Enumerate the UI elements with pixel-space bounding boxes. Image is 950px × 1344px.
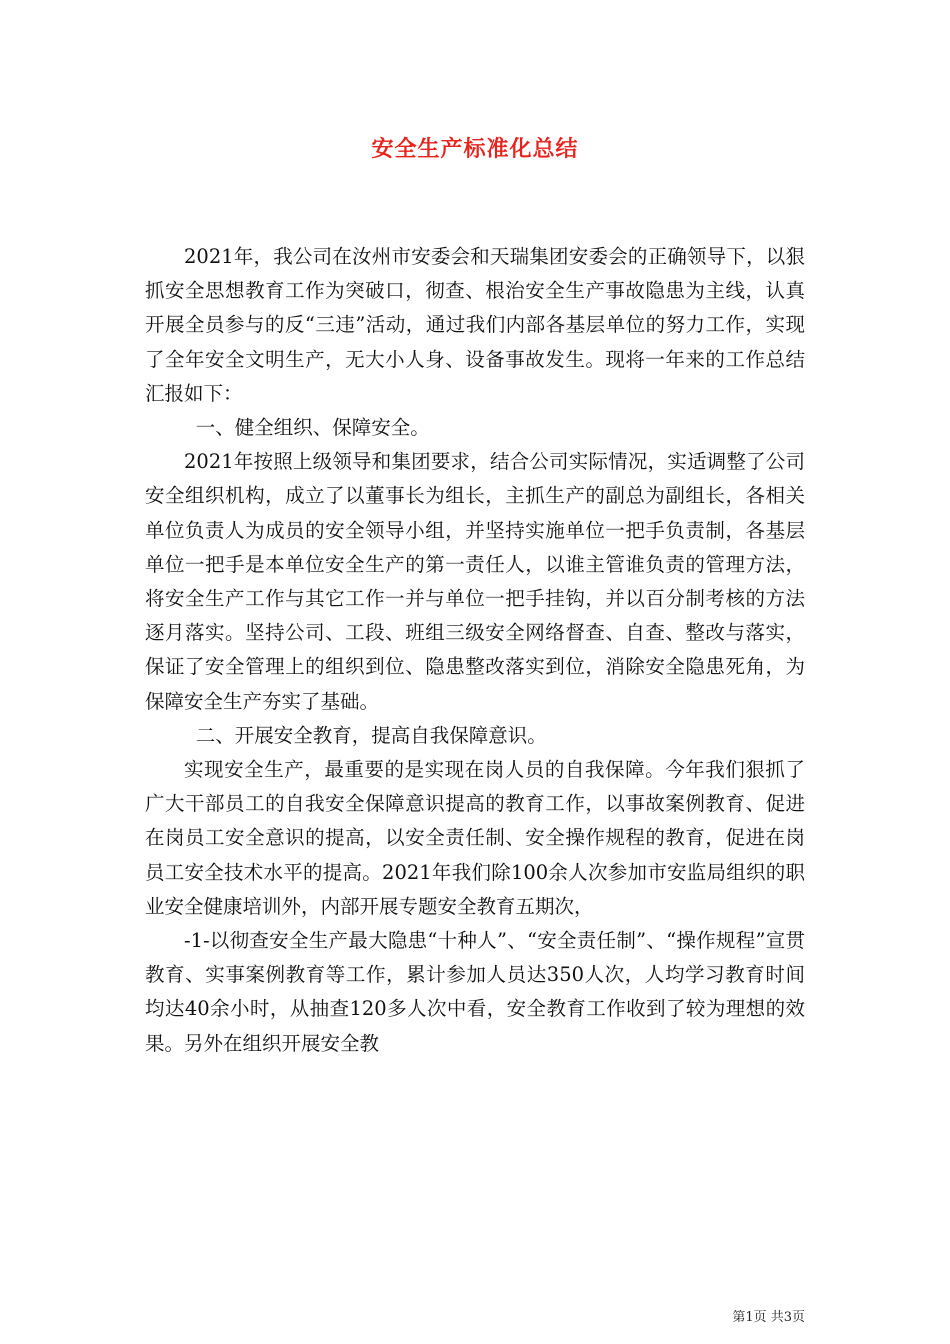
paragraph-intro: 2021年，我公司在汝州市安委会和天瑞集团安委会的正确领导下，以狠抓安全思想教育工作为突破口，彻查、根治安全生产事故隐患为主线，认真开展全员参与的反“三违”活动，通过我们内部各基层单位的努力工作，实现了全年安全文明生产，无大小人身、设备事故发生。现将一年来的工作总结汇报如下： [145, 245, 805, 405]
paragraph-organization: 2021年按照上级领导和集团要求，结合公司实际情况，实适调整了公司安全组织机构，成立了以董事长为组长，主抓生产的副总为副组长，各相关单位负责人为成员的安全领导小组，并坚持实施单位一把手负责制，各基层单位一把手是本单位安全生产的第一责任人，以谁主管谁负责的管理方法，将安全生产工作与其它工作一并与单位一把手挂钩，并以百分制考核的方法逐月落实。坚持公司、工段、班组三级安全网络督查、自查、整改与落实，保证了安全管理上的组织到位、隐患整改落实到位，消除安全隐患死角，为保障安全生产夯实了基础。 [145, 450, 805, 713]
paragraph-continuation: -1-以彻查安全生产最大隐患“十种人”、“安全责任制”、“操作规程”宣贯教育、实事案例教育等工作，累计参加人员达350人次，人均学习教育时间均达40余小时，从抽查120多人次中看，安全教育工作收到了较为理想的效果。另外在组织开展安全教 [145, 929, 805, 1055]
section-heading-1: 一、健全组织、保障安全。 [195, 416, 430, 440]
document-body [145, 240, 805, 1061]
page-number: 第1页 共3页 [732, 1310, 805, 1325]
paragraph-education: 实现安全生产，最重要的是实现在岗人员的自我保障。今年我们狠抓了广大干部员工的自我安全保障意识提高的教育工作，以事故案例教育、促进在岗员工安全意识的提高，以安全责任制、安全操作规程的教育，促进在岗员工安全技术水平的提高。2021年我们除100余人次参加市安监局组织的职业安全健康培训外，内部开展专题安全教育五期次， [145, 758, 805, 918]
section-heading-2: 二、开展安全教育，提高自我保障意识。 [195, 723, 547, 747]
document-title: 安全生产标准化总结 [371, 137, 579, 162]
